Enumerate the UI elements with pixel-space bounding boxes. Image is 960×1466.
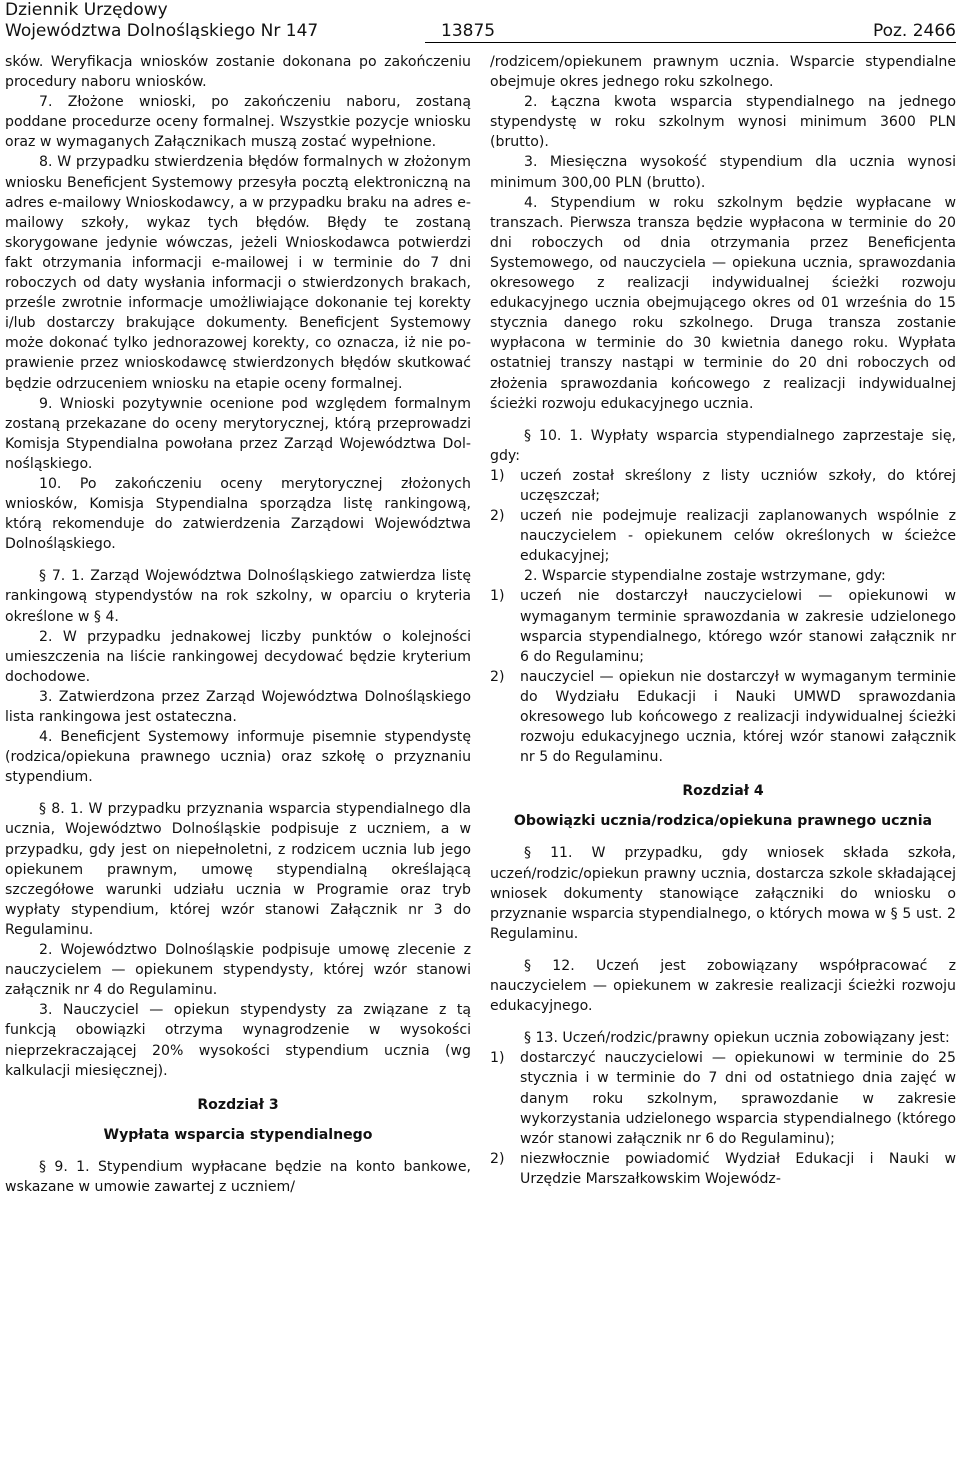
chapter-title: Wypłata wsparcia stypendialnego [103, 1126, 373, 1143]
journal-title: Dziennik Urzędowy [5, 0, 168, 20]
list-number: 2) [490, 508, 505, 525]
page-header [5, 0, 956, 44]
section-paragraph: § 13. Uczeń/rodzic/prawny opiekun ucznia zobowiązany jest: [524, 1030, 950, 1047]
list-number: 2) [490, 1150, 505, 1167]
chapter-heading: Rozdział 3 [197, 1096, 279, 1113]
list-number: 1) [490, 467, 505, 484]
section-paragraph: § 9. 1. Stypendium wypłacane będzie na konto bankowe, wskazane w umowie zawartej z uczniem/ [5, 1158, 471, 1195]
paragraph: 10. Po zakończeniu oceny merytorycznej złożonych wniosków, Komisja Stypendialna sporządza listę rankingową, którą rekomenduje do zatwierdzenia Zarządowi Województwa Dolnośląskiego. [5, 475, 471, 553]
section-paragraph: § 7. 1. Zarząd Województwa Dolnośląskiego zatwierdza listę rankingową stypendystów na rok szkolny, w oparciu o kryteria określone w § 4. [5, 568, 471, 625]
paragraph: 9. Wnioski pozytywnie ocenione pod względem formalnym zostaną przekazane do oceny merytorycznej, którą przeprowadzi Komisja Stypendialna powołana przez Zarząd Województwa Dolnośląskiego. [5, 395, 471, 472]
list-item [490, 466, 956, 506]
list-item [490, 1048, 956, 1148]
list-item [490, 1149, 956, 1189]
list-number: 2) [490, 668, 505, 685]
list-text: nauczyciel — opiekun nie dostarczył w wymaganym terminie do Wydziału Edukacji i Nauki UMWD sprawozdania okresowego lub końcowego z realizacji indywidualnej ścieżki rozwoju edukacyjnego ucznia, której wzór stanowi załącznik nr 5 do Regulaminu. [520, 668, 956, 766]
list-text: uczeń nie dostarczył nauczycielowi — opiekunowi w wymaganym terminie sprawozdania w zakresie udzielonego wsparcia stypendialnego, którego wzór stanowi załącznik nr 6 do Regulaminu; [520, 588, 956, 665]
header-rule [425, 42, 956, 43]
paragraph: 3. Zatwierdzona przez Zarząd Województwa Dolnośląskiego lista rankingowa jest ostateczna. [5, 688, 471, 725]
paragraph: 2. W przypadku jednakowej liczby punktów o kolejności umieszczenia na liście rankingowej decydować będzie kryterium dochodowe. [5, 628, 471, 685]
list-number: 1) [490, 1050, 505, 1067]
paragraph: 3. Nauczyciel — opiekun stypendysty za związane z tą funkcją obowiązki otrzyma wynagrodzenie w wysokości nieprzekraczającej 20% wysokości stypendium ucznia (wg kalkulacji miesięcznej). [5, 1002, 471, 1079]
left-column [5, 52, 471, 1197]
paragraph: 4. Beneficjent Systemowy informuje pisemnie stypendystę (rodzica/opiekuna prawnego ucznia) oraz szkołę o przyznaniu stypendium. [5, 729, 471, 786]
section-paragraph: § 8. 1. W przypadku przyznania wsparcia stypendialnego dla ucznia, Województwo Dolnośląskie podpisuje z uczniem, a w przypadku, gdy jest on niepełnoletni, z rodzicem ucznia lub jego opiekunem prawnym, umowę stypendialną określającą szczegółowe warunki udziału ucznia w Programie oraz tryb wypłaty stypendium, której wzór stanowi Załącznik nr 3 do Regulaminu. [5, 801, 471, 938]
list-text: dostarczyć nauczycielowi — opiekunowi w terminie do 25 stycznia i w terminie do 7 dni od ostatniego dnia zajęć w danym roku szkolnym, sprawozdanie w zakresie wykorzystania udzielonego wsparcia stypendialnego (którego wzór stanowi załącznik nr 6 do Regulaminu); [520, 1050, 956, 1147]
paragraph: 7. Złożone wnioski, po zakończeniu naboru, zostaną poddane procedurze oceny formalnej. Wszystkie pozycje wniosku oraz w wymaganych Załącznikach muszą zostać wypełnione. [5, 94, 471, 151]
paragraph: sków. Weryfikacja wniosków zostanie dokonana po zakończeniu procedury naboru wniosków. [5, 54, 471, 91]
list-item [490, 586, 956, 666]
page-number: 13875 [441, 21, 496, 41]
list-item [490, 506, 956, 566]
section-paragraph: § 11. W przypadku, gdy wniosek składa szkoła, uczeń/rodzic/opiekun prawny ucznia, dostarcza szkole składającej wniosek dokumenty stanowiące załączniki do wniosku o przyznanie wsparcia stypendialnego, o których mowa w § 5 ust. 2 Regulaminu. [490, 845, 956, 942]
paragraph: 2. Wsparcie stypendialne zostaje wstrzymane, gdy: [524, 568, 886, 585]
list-text: uczeń nie podejmuje realizacji zaplanowanych wspólnie z nauczycielem - opiekunem celów określonych w ścieżce edukacyjnej; [520, 508, 956, 565]
chapter-title: Obowiązki ucznia/rodzica/opiekuna prawnego ucznia [513, 813, 933, 830]
paragraph: 4. Stypendium w roku szkolnym będzie wypłacane w transzach. Pierwsza transza będzie wypłacona w terminie do 20 dni roboczych od dnia otrzymania przez Beneficjenta Systemowego, od nauczyciela — opiekuna ucznia, sprawozdania okresowego z realizacji indywidualnej ścieżki rozwoju edukacyjnego ucznia obejmującego okres od 01 września do 15 stycznia danego roku szkolnego. Druga transza zostanie wypłacona w terminie do 30 kwietnia danego roku. Wypłata ostatniej transzy nastąpi w terminie do 20 dni roboczych od złożenia sprawozdania końcowego z realizacji indywidualnej ścieżki rozwoju edukacyjnego ucznia. [490, 194, 956, 412]
list-number: 1) [490, 588, 505, 605]
paragraph: 2. Województwo Dolnośląskie podpisuje umowę zlecenie z nauczycielem — opiekunem stypendysty, której wzór stanowi załącznik nr 4 do Regulaminu. [5, 942, 471, 999]
position-number: Poz. 2466 [872, 21, 956, 41]
list-text: uczeń został skreślony z listy uczniów szkoły, do której uczęszczał; [520, 467, 956, 504]
journal-region: Województwa Dolnośląskiego Nr 147 [5, 21, 319, 41]
section-paragraph: § 10. 1. Wypłaty wsparcia stypendialnego zaprzestaje się, gdy: [490, 427, 956, 464]
paragraph: 8. W przypadku stwierdzenia błędów formalnych w złożonym wniosku Beneficjent Systemowy przesyła pocztą elektroniczną na adres e-mailowy Wnioskodawcy, a w przypadku braku na adres e-mailowy szkoły, wykaz tych błędów. Błędy te zostaną skorygowane jedynie wówczas, jeżeli Wnioskodawca potwierdzi fakt otrzymania informacji e-mailowej i w terminie do 7 dni roboczych od daty wysłania informacji o stwierdzonych brakach, prześle zwrotnie informacje umożliwiające dokonanie tej korekty i/lub dostarczy brakujące dokumenty. Beneficjent Systemowy może dokonać tylko jednorazowej korekty, co oznacza, iż nie poprawienie przez wnioskodawcę stwierdzonych błędów skutkować będzie odrzuceniem wniosku na etapie oceny formalnej. [5, 154, 471, 392]
right-column [490, 52, 956, 1189]
paragraph: /rodzicem/opiekunem prawnym ucznia. Wsparcie stypendialne obejmuje okres jednego roku szkolnego. [490, 54, 956, 91]
paragraph: 3. Miesięczna wysokość stypendium dla ucznia wynosi minimum 300,00 PLN (brutto). [490, 154, 956, 191]
chapter-heading: Rozdział 4 [682, 783, 764, 800]
list-item [490, 667, 956, 767]
list-text: niezwłocznie powiadomić Wydział Edukacji i Nauki w Urzędzie Marszałkowskim Wojewódz- [520, 1150, 956, 1187]
paragraph: 2. Łączna kwota wsparcia stypendialnego na jednego stypendystę w roku szkolnym wynosi minimum 3600 PLN (brutto). [490, 94, 956, 151]
section-paragraph: § 12. Uczeń jest zobowiązany współpracować z nauczycielem — opiekunem w zakresie realizacji ścieżki rozwoju edukacyjnego. [490, 957, 956, 1015]
